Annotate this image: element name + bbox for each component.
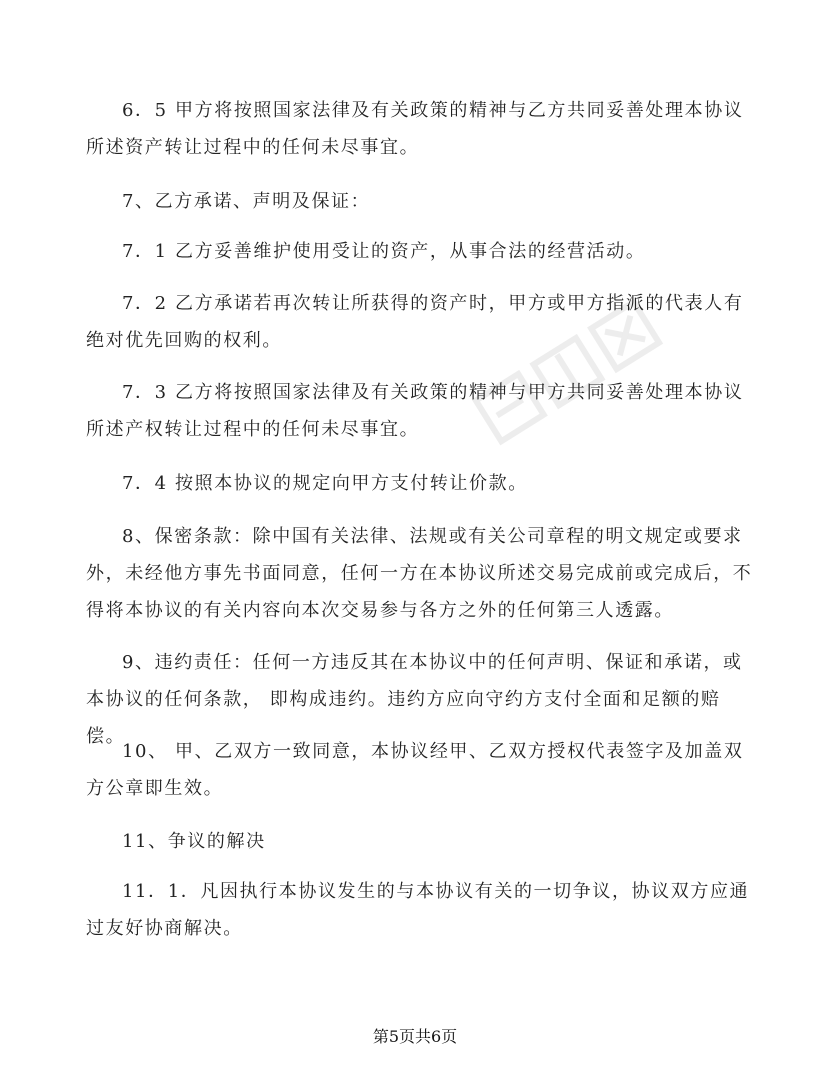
paragraph-6-5: 6．5 甲方将按照国家法律及有关政策的精神与乙方共同妥善处理本协议所述资产转让过程中的任何未尽事宜。 <box>86 100 744 158</box>
page-number-footer: 第5页共6页 <box>372 1027 458 1046</box>
paragraph-7-3: 7．3 乙方将按照国家法律及有关政策的精神与甲方共同妥善处理本协议所述产权转让过程中的任何未尽事宜。 <box>86 382 744 440</box>
paragraph-7-heading: 7、乙方承诺、声明及保证： <box>122 191 371 212</box>
paragraph-9-liability: 9、违约责任：任何一方违反其在本协议中的任何声明、保证和承诺，或本协议的任何条款， 即构成违约。违约方应向守约方支付全面和足额的赔偿。 <box>86 652 743 747</box>
paragraph-7-4: 7．4 按照本协议的规定向甲方支付转让价款。 <box>122 473 528 494</box>
paragraph-11-heading: 11、争议的解决 <box>122 831 266 852</box>
paragraph-10-effectiveness: 10、 甲、乙双方一致同意，本协议经甲、乙双方授权代表签字及加盖双方公章即生效。 <box>86 741 744 799</box>
paragraph-8-confidentiality: 8、保密条款：除中国有关法律、法规或有关公司章程的明文规定或要求外，未经他方事先书面同意，任何一方在本协议所述交易完成前或完成后，不得将本协议的有关内容向本次交易参与各方之外的任何第三人透露。 <box>86 526 753 621</box>
paragraph-7-2: 7．2 乙方承诺若再次转让所获得的资产时，甲方或甲方指派的代表人有绝对优先回购的权利。 <box>86 293 744 351</box>
paragraph-7-1: 7．1 乙方妥善维护使用受让的资产，从事合法的经营活动。 <box>122 241 646 262</box>
paragraph-11-1: 11．1．凡因执行本协议发生的与本协议有关的一切争议，协议双方应通过友好协商解决。 <box>86 881 750 939</box>
